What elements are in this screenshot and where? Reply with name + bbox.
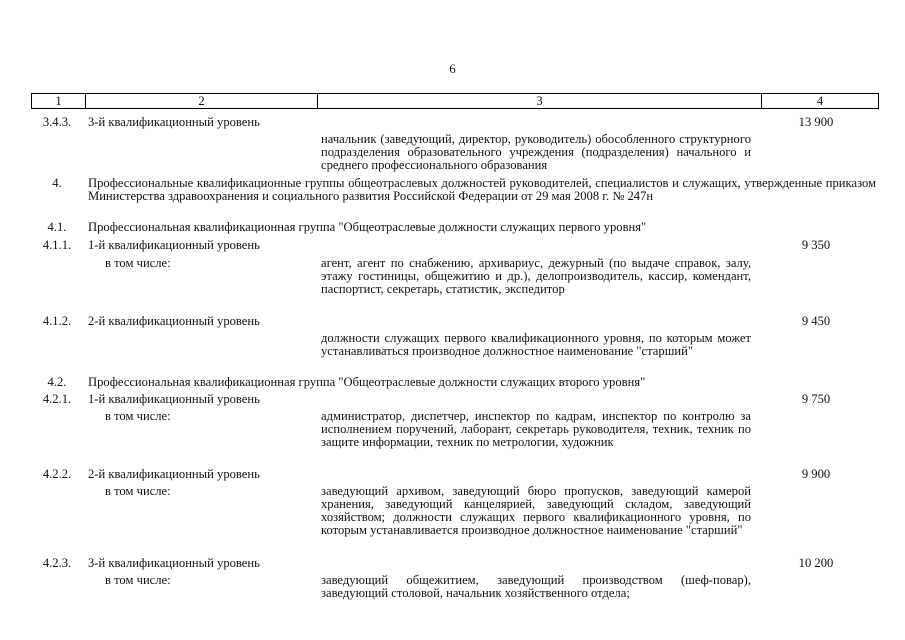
row-number: 4.2.1. — [42, 392, 72, 406]
row-description: должности служащих первого квалификационного уровня, по которым может устанавливаться производное должностное наименование "старший" — [321, 331, 751, 358]
table-row — [31, 393, 876, 410]
column-header-table — [31, 93, 879, 109]
row-name: в том числе: — [105, 573, 171, 587]
row-description: администратор, диспетчер, инспектор по кадрам, инспектор по контролю за исполнением поручений, лаборант, секретарь руководителя, техник, техник по защите информации, техник по метрологии, художник — [321, 409, 751, 449]
row-name: в том числе: — [105, 484, 171, 498]
table-row — [31, 376, 876, 393]
row-name: 2-й квалификационный уровень — [88, 467, 260, 481]
row-section-title: Профессиональная квалификационная группа "Общеотраслевые должности служащих второго уровня" — [88, 375, 646, 389]
row-name: в том числе: — [105, 256, 171, 270]
row-name: 1-й квалификационный уровень — [88, 392, 260, 406]
column-header-3: 3 — [318, 94, 762, 109]
table-row — [31, 177, 876, 221]
row-value: 10 200 — [798, 556, 834, 570]
page-number: 6 — [449, 62, 456, 76]
row-number: 3.4.3. — [42, 115, 72, 129]
table-row — [31, 133, 876, 177]
table-row — [31, 315, 876, 332]
row-number: 4.2. — [47, 375, 67, 389]
row-number: 4.1. — [47, 220, 67, 234]
table-row — [31, 574, 876, 604]
row-name: 3-й квалификационный уровень — [88, 556, 260, 570]
row-value: 9 900 — [801, 467, 831, 481]
table-row — [31, 116, 876, 133]
row-name: в том числе: — [105, 409, 171, 423]
row-value: 9 750 — [801, 392, 831, 406]
row-description: агент, агент по снабжению, архивариус, дежурный (по выдаче справок, залу, этажу гостиницы, общежитию и др.), делопроизводитель, кассир, комендант, паспортист, секретарь, статистик, экспедитор — [321, 256, 751, 296]
row-number: 4. — [52, 176, 62, 190]
table-row — [31, 557, 876, 574]
row-name: 3-й квалификационный уровень — [88, 115, 260, 129]
row-description: заведующий общежитием, заведующий производством (шеф-повар), заведующий столовой, начальник хозяйственного отдела; — [321, 573, 751, 600]
row-value: 9 450 — [801, 314, 831, 328]
row-value: 9 350 — [801, 238, 831, 252]
row-value: 13 900 — [798, 115, 834, 129]
table-row — [31, 257, 876, 315]
table-row — [31, 239, 876, 257]
table-body — [31, 116, 876, 604]
row-number: 4.2.2. — [42, 467, 72, 481]
row-description: заведующий архивом, заведующий бюро пропусков, заведующий камерой хранения, заведующий канцелярией, заведующий складом, заведующий хозяйством; должности служащих первого квалификационного уровня, по которым устанавливается производное должностное наименование "старший" — [321, 484, 751, 537]
row-number: 4.2.3. — [42, 556, 72, 570]
row-number: 4.1.1. — [42, 238, 72, 252]
row-name: 2-й квалификационный уровень — [88, 314, 260, 328]
row-number: 4.1.2. — [42, 314, 72, 328]
column-header-2: 2 — [86, 94, 318, 109]
column-header-1: 1 — [32, 94, 86, 109]
column-header-row — [32, 94, 879, 109]
row-description: начальник (заведующий, директор, руководитель) обособленного структурного подразделения образовательного учреждения (подразделения) начального и среднего профессионального образования — [321, 132, 751, 172]
table-row — [31, 410, 876, 468]
table-row — [31, 221, 876, 239]
table-row — [31, 468, 876, 485]
row-name: 1-й квалификационный уровень — [88, 238, 260, 252]
table-row — [31, 485, 876, 557]
table-row — [31, 332, 876, 376]
column-header-4: 4 — [762, 94, 879, 109]
row-section-title: Профессиональные квалификационные группы общеотраслевых должностей руководителей, специалистов и служащих, утвержденные приказом Министерства здравоохранения и социального развития Российской Федерации от 29 мая 2008 г. № 247н — [88, 176, 876, 203]
row-section-title: Профессиональная квалификационная группа "Общеотраслевые должности служащих первого уровня" — [88, 220, 647, 234]
